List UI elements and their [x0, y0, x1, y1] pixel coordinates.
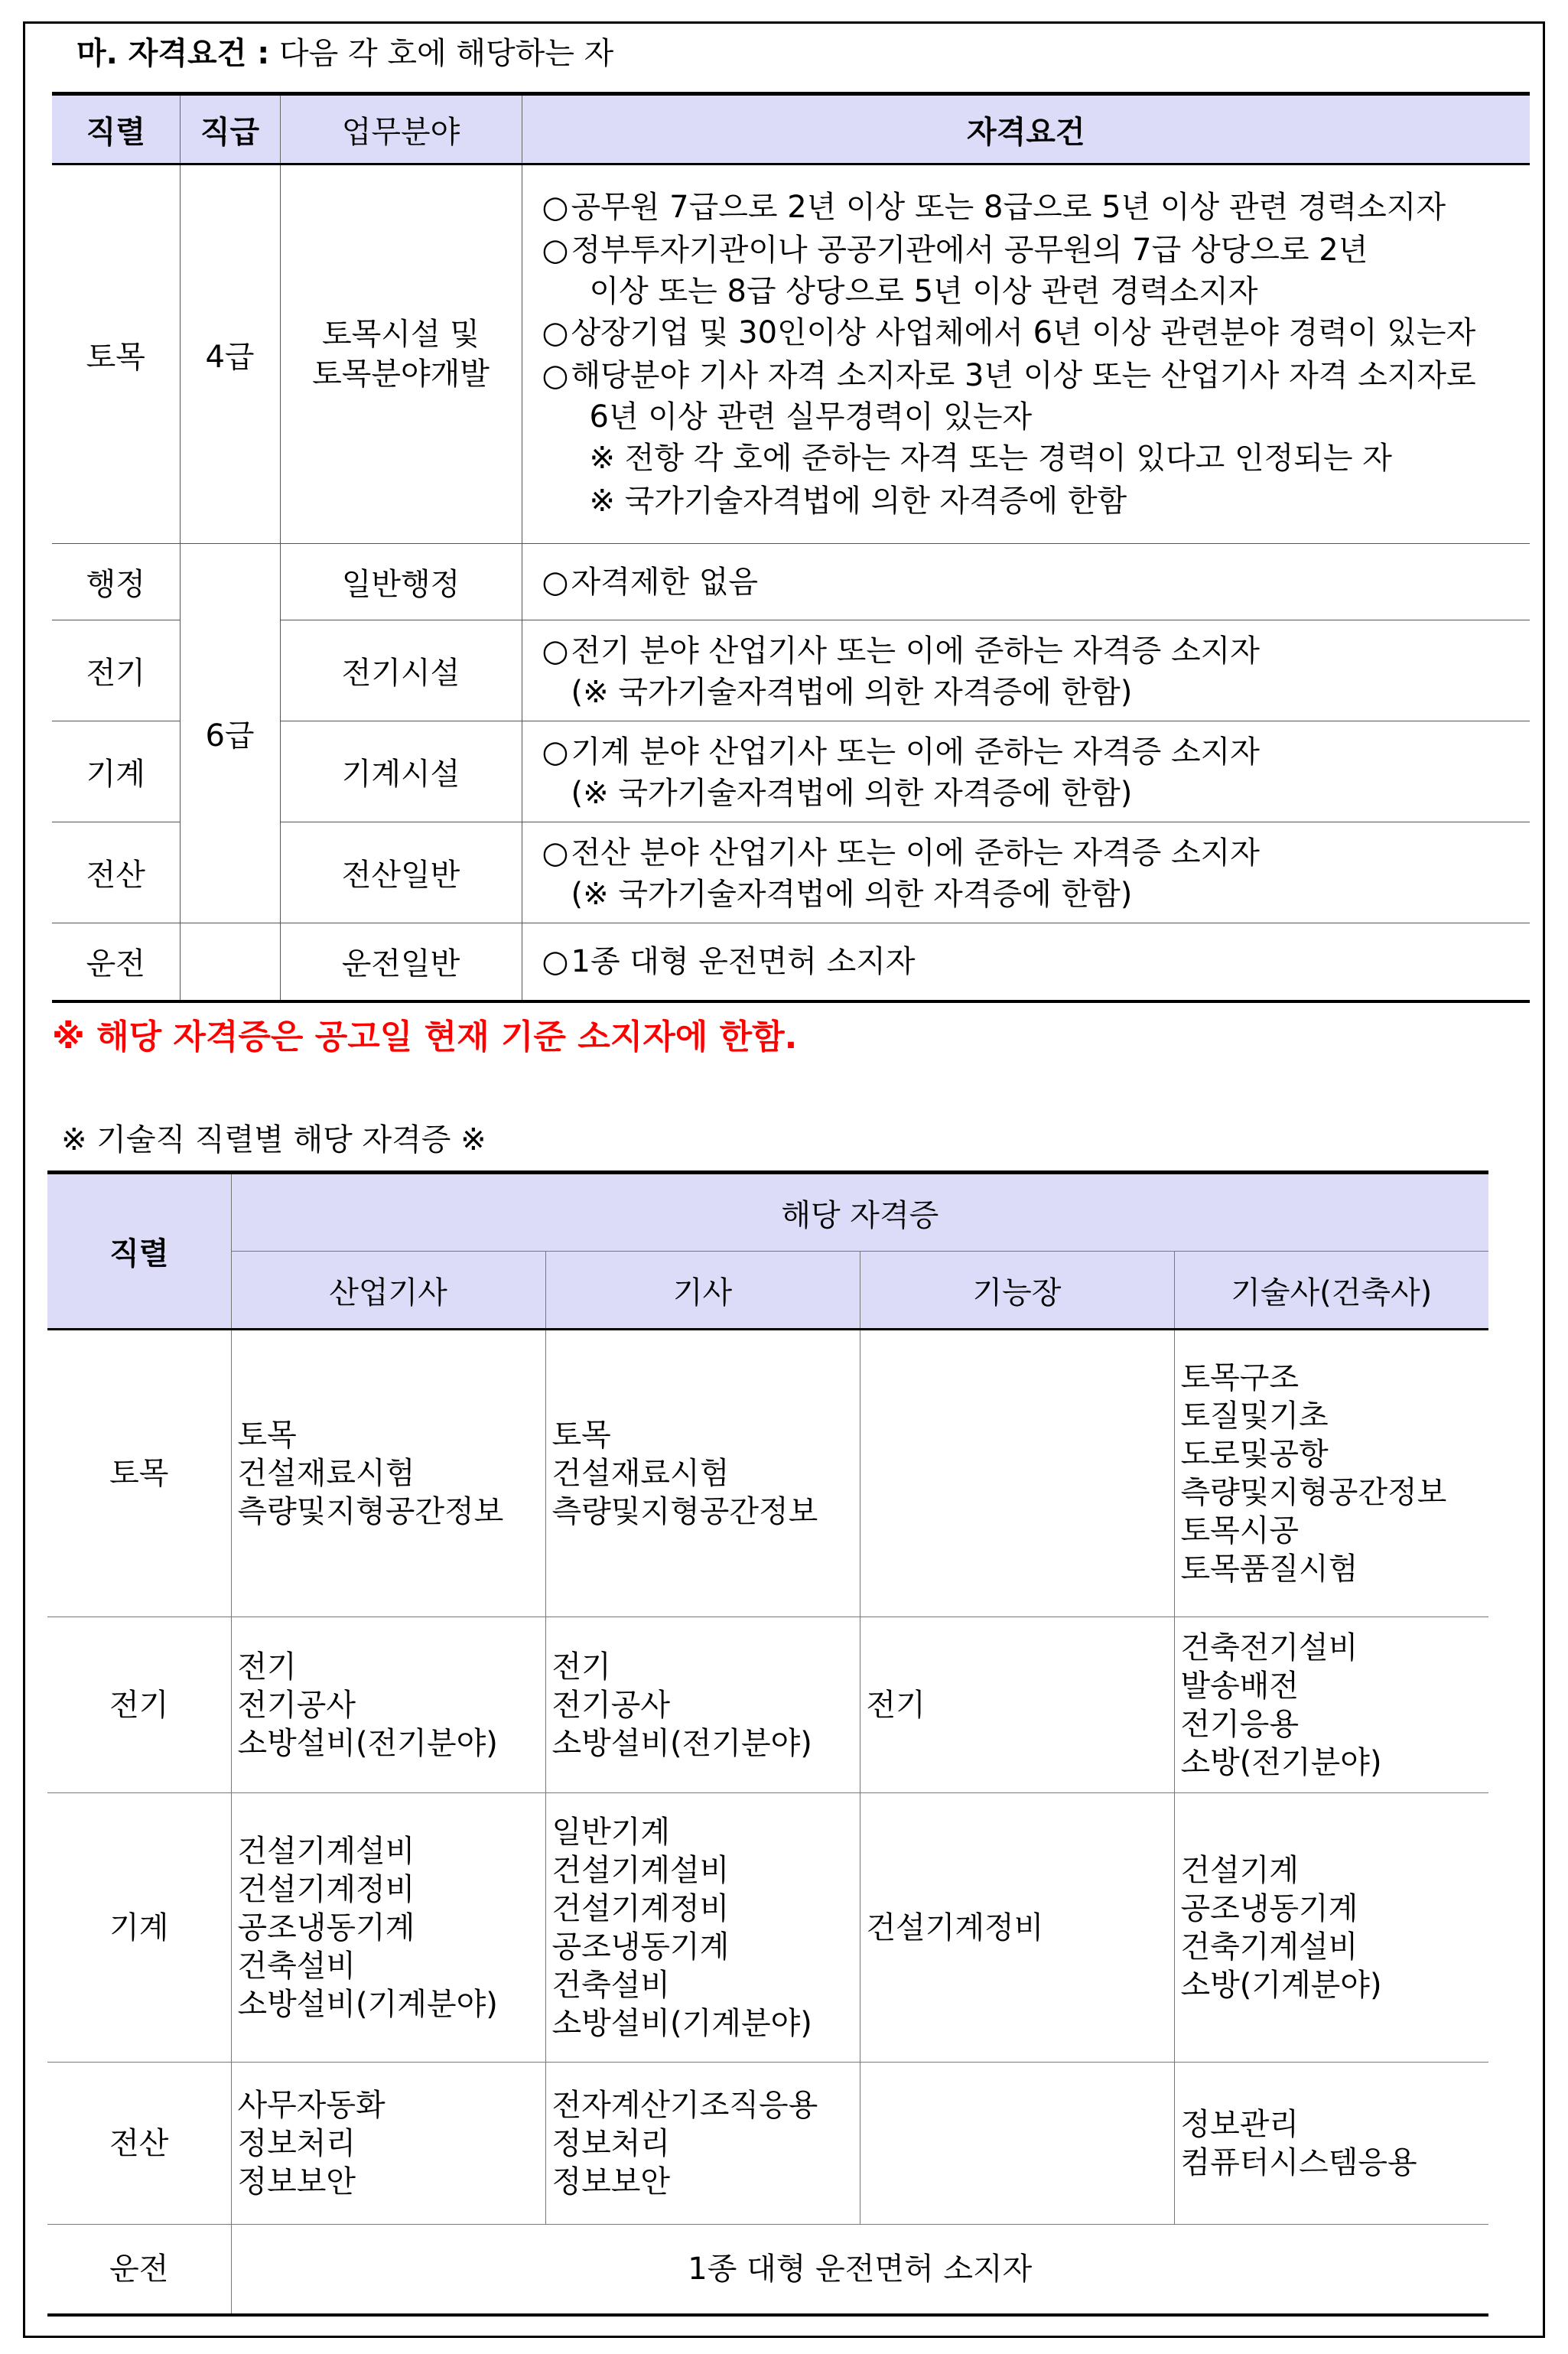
certificate-item: 공조냉동기계 — [551, 1929, 730, 1965]
requirement-text: 공무원 7급으로 2년 이상 또는 8급으로 5년 이상 관련 경력소지자 — [571, 190, 1446, 225]
row-series: 전산 — [52, 822, 180, 923]
table-row — [47, 1330, 1488, 1617]
row-series: 기계 — [52, 721, 180, 822]
requirement-item — [542, 229, 1524, 272]
warning-note: ※ 해당 자격증은 공고일 현재 기준 소지자에 한함. — [52, 1017, 798, 1057]
requirement-text: 정부투자기관이나 공공기관에서 공무원의 7급 상당으로 2년 — [571, 233, 1368, 268]
certificate-item: 소방설비(기계분야) — [551, 2005, 812, 2041]
bullet-circle-icon: ○ — [542, 943, 569, 979]
row-series: 토목 — [47, 1330, 231, 1617]
row-grade: 4급 — [180, 164, 280, 544]
certificate-cell — [860, 2063, 1174, 2225]
requirement-text-cont: (※ 국가기술자격법에 의한 자격증에 한함) — [571, 674, 1133, 710]
bullet-circle-icon: ○ — [542, 358, 569, 393]
certificate-cell — [1174, 2063, 1488, 2225]
certificate-item: 도로및공항 — [1180, 1437, 1329, 1472]
certificate-item: 건축기계설비 — [1180, 1929, 1358, 1965]
certificate-item: 사무자동화 — [237, 2087, 385, 2123]
certificate-item: 전기공사 — [551, 1687, 671, 1723]
certificate-item: 소방(기계분야) — [1180, 1967, 1382, 2003]
header-field: 업무분야 — [280, 94, 522, 164]
row-series: 운전 — [47, 2225, 231, 2315]
certificate-item: 일반기계 — [551, 1814, 671, 1850]
row-series: 토목 — [52, 164, 180, 544]
certificate-subheading: ※ 기술직 직렬별 해당 자격증 ※ — [61, 1122, 486, 1157]
bullet-circle-icon: ○ — [542, 315, 569, 350]
certificate-item: 전기 — [866, 1687, 926, 1723]
certificate-cell — [231, 1617, 545, 1793]
certificate-item: 건설기계 — [1180, 1852, 1300, 1888]
requirement-text-cont: 6년 이상 관련 실무경력이 있는자 — [589, 399, 1033, 435]
section-heading-text: 다음 각 호에 해당하는 자 — [278, 36, 614, 71]
certificate-item: 토목품질시험 — [1180, 1551, 1358, 1587]
row-series: 전기 — [52, 620, 180, 721]
requirement-text: 해당분야 기사 자격 소지자로 3년 이상 또는 산업기사 자격 소지자로 — [571, 358, 1476, 393]
requirement-item — [542, 311, 1524, 354]
bullet-circle-icon: ○ — [542, 734, 569, 770]
row-series: 행정 — [52, 544, 180, 620]
certificate-item: 전기 — [237, 1649, 297, 1685]
row-field-line: 토목분야개발 — [312, 357, 490, 392]
certificate-cell: 1종 대형 운전면허 소지자 — [231, 2225, 1488, 2315]
certificate-item: 건설기계정비 — [237, 1871, 415, 1907]
certificate-cell — [545, 1330, 860, 1617]
certificate-cell — [545, 2063, 860, 2225]
certificate-item: 전자계산기조직응용 — [551, 2087, 818, 2123]
row-field: 전기시설 — [280, 620, 522, 721]
header-column: 기사 — [545, 1252, 860, 1330]
header-requirements: 자격요건 — [522, 94, 1530, 164]
certificate-item: 토목구조 — [1180, 1360, 1300, 1395]
row-requirements — [522, 620, 1530, 721]
table-row — [52, 164, 1530, 544]
table-row — [47, 1617, 1488, 1793]
row-requirements — [522, 721, 1530, 822]
certificate-item: 공조냉동기계 — [1180, 1890, 1358, 1926]
row-series: 기계 — [47, 1793, 231, 2063]
bullet-circle-icon: ○ — [542, 633, 569, 669]
certificate-item: 토목시공 — [1180, 1513, 1300, 1548]
header-grade: 직급 — [180, 94, 280, 164]
certificate-item: 건설기계설비 — [551, 1852, 730, 1888]
header-group: 해당 자격증 — [231, 1173, 1488, 1252]
certificate-item: 소방설비(전기분야) — [237, 1725, 498, 1761]
section-heading — [76, 32, 613, 75]
row-grade-empty — [180, 923, 280, 1001]
certificate-item: 토질및기초 — [1180, 1398, 1329, 1434]
row-field: 일반행정 — [280, 544, 522, 620]
header-column: 산업기사 — [231, 1252, 545, 1330]
certificate-cell — [545, 1793, 860, 2063]
requirement-item — [542, 731, 1524, 773]
requirement-item — [542, 354, 1524, 397]
certificate-table — [47, 1170, 1488, 2317]
row-requirements — [522, 822, 1530, 923]
certificate-item: 정보처리 — [237, 2125, 356, 2161]
table-row — [47, 1793, 1488, 2063]
bullet-circle-icon: ○ — [542, 564, 569, 600]
certificate-item: 건설재료시험 — [551, 1456, 730, 1491]
section-heading-prefix: 마. 자격요건 : — [76, 36, 270, 71]
certificate-item: 정보보안 — [551, 2164, 671, 2199]
certificate-item: 소방설비(기계분야) — [237, 1986, 498, 2022]
certificate-cell — [231, 1793, 545, 2063]
certificate-item: 소방(전기분야) — [1180, 1744, 1382, 1780]
row-field: 전산일반 — [280, 822, 522, 923]
certificate-table-header — [47, 1173, 1488, 1252]
row-field: 운전일반 — [280, 923, 522, 1001]
row-requirements — [522, 923, 1530, 1001]
row-series: 전산 — [47, 2063, 231, 2225]
certificate-cell — [231, 1330, 545, 1617]
row-field — [280, 164, 522, 544]
requirement-text: 기계 분야 산업기사 또는 이에 준하는 자격증 소지자 — [571, 734, 1260, 770]
certificate-cell — [545, 1617, 860, 1793]
header-column: 기술사(건축사) — [1174, 1252, 1488, 1330]
certificate-cell — [860, 1330, 1174, 1617]
table-row — [47, 2225, 1488, 2315]
certificate-item: 소방설비(전기분야) — [551, 1725, 812, 1761]
row-requirements — [522, 164, 1530, 544]
requirement-item — [542, 561, 1524, 604]
certificate-item: 정보처리 — [551, 2125, 671, 2161]
row-field-line: 토목시설 및 — [322, 317, 480, 352]
row-grade: 6급 — [180, 544, 280, 923]
requirement-text: 전기 분야 산업기사 또는 이에 준하는 자격증 소지자 — [571, 633, 1260, 669]
certificate-item: 건설재료시험 — [237, 1456, 415, 1491]
certificate-item: 건설기계정비 — [551, 1890, 730, 1926]
row-series: 전기 — [47, 1617, 231, 1793]
certificate-item: 토목 — [237, 1418, 297, 1453]
certificate-cell — [860, 1617, 1174, 1793]
requirement-item — [542, 832, 1524, 874]
certificate-item: 측량및지형공간정보 — [551, 1494, 818, 1529]
certificate-cell — [1174, 1330, 1488, 1617]
row-field: 기계시설 — [280, 721, 522, 822]
certificate-cell — [231, 2063, 545, 2225]
requirement-note: ※ 전항 각 호에 준하는 자격 또는 경력이 있다고 인정되는 자 — [589, 441, 1392, 476]
qualification-table-header — [52, 94, 1530, 164]
row-requirements — [522, 544, 1530, 620]
requirement-text: 1종 대형 운전면허 소지자 — [571, 943, 916, 979]
certificate-item: 정보관리 — [1180, 2106, 1300, 2142]
header-series: 직렬 — [52, 94, 180, 164]
requirement-text-cont: 이상 또는 8급 상당으로 5년 이상 관련 경력소지자 — [589, 274, 1258, 309]
requirement-text: 상장기업 및 30인이상 사업체에서 6년 이상 관련분야 경력이 있는자 — [571, 315, 1476, 350]
certificate-table-subheader — [47, 1252, 1488, 1330]
certificate-item: 건축전기설비 — [1180, 1630, 1358, 1665]
certificate-item: 건축설비 — [551, 1967, 671, 2003]
bullet-circle-icon: ○ — [542, 835, 569, 871]
certificate-cell — [860, 1793, 1174, 2063]
bullet-circle-icon: ○ — [542, 233, 569, 268]
certificate-item: 측량및지형공간정보 — [237, 1494, 504, 1529]
certificate-cell — [1174, 1793, 1488, 2063]
certificate-cell — [1174, 1617, 1488, 1793]
table-row — [52, 544, 1530, 620]
requirement-item — [542, 630, 1524, 672]
row-series: 운전 — [52, 923, 180, 1001]
table-row — [52, 923, 1530, 1001]
certificate-item: 건축설비 — [237, 1948, 356, 1984]
qualification-table — [52, 92, 1530, 1003]
requirement-note: ※ 국가기술자격법에 의한 자격증에 한함 — [589, 483, 1127, 519]
table-row — [47, 2063, 1488, 2225]
certificate-item: 건설기계설비 — [237, 1833, 415, 1869]
header-series: 직렬 — [47, 1173, 231, 1330]
certificate-item: 건설기계정비 — [866, 1910, 1044, 1945]
certificate-item: 토목 — [551, 1418, 611, 1453]
certificate-item: 공조냉동기계 — [237, 1910, 415, 1945]
certificate-item: 발송배전 — [1180, 1668, 1300, 1704]
certificate-item: 정보보안 — [237, 2164, 356, 2199]
bullet-circle-icon: ○ — [542, 190, 569, 225]
certificate-item: 전기공사 — [237, 1687, 356, 1723]
requirement-text: 전산 분야 산업기사 또는 이에 준하는 자격증 소지자 — [571, 835, 1260, 871]
requirement-item — [542, 940, 1524, 983]
certificate-item: 전기응용 — [1180, 1706, 1300, 1742]
requirement-item — [542, 186, 1524, 229]
certificate-item: 전기 — [551, 1649, 611, 1685]
header-column: 기능장 — [860, 1252, 1174, 1330]
certificate-item: 컴퓨터시스템응용 — [1180, 2144, 1417, 2180]
requirement-text-cont: (※ 국가기술자격법에 의한 자격증에 한함) — [571, 876, 1133, 912]
requirement-text: 자격제한 없음 — [571, 564, 759, 600]
requirement-text-cont: (※ 국가기술자격법에 의한 자격증에 한함) — [571, 775, 1133, 811]
certificate-item: 측량및지형공간정보 — [1180, 1475, 1447, 1510]
